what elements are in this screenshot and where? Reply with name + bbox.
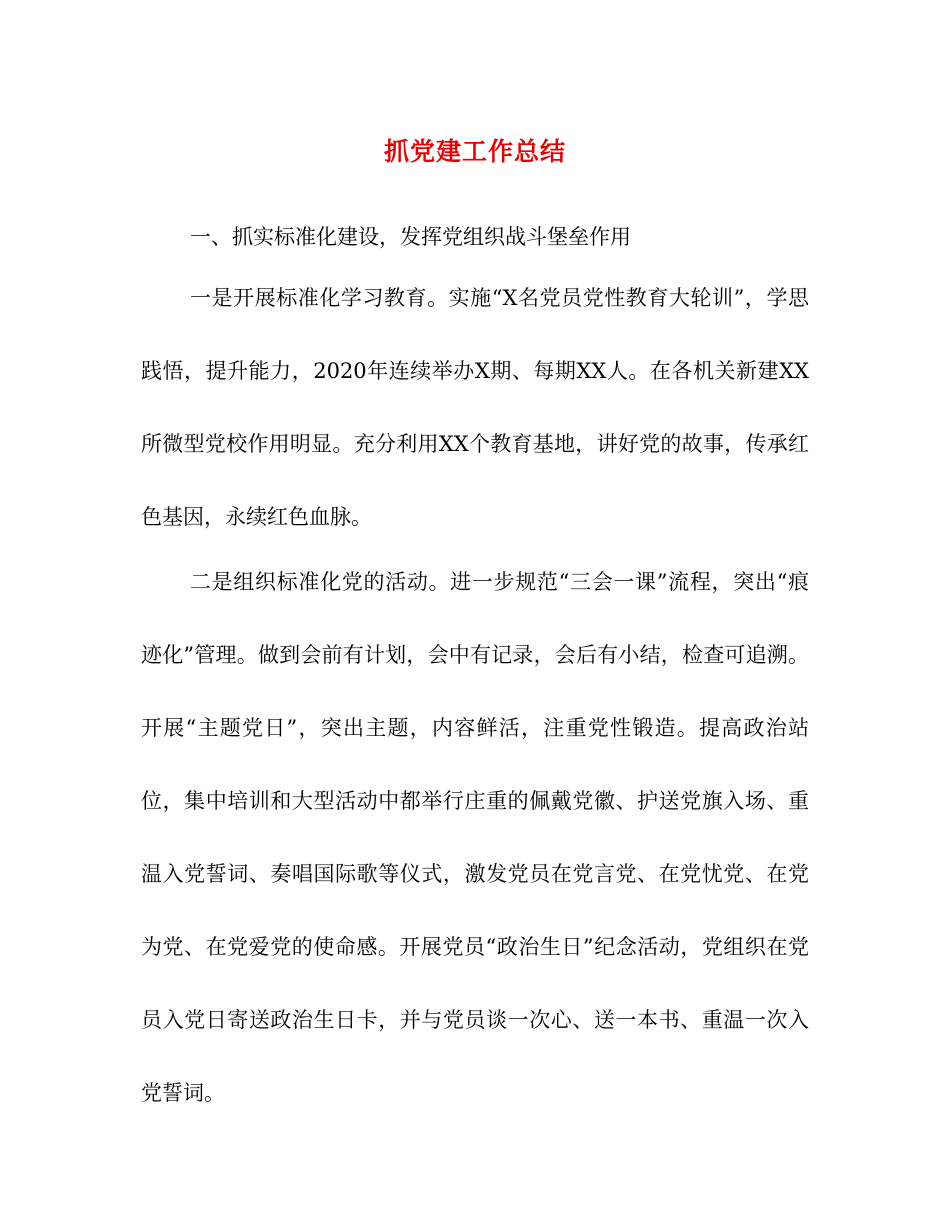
document-title: 抓党建工作总结 <box>383 137 566 166</box>
section-heading: 一、抓实标准化建设，发挥党组织战斗堡垒作用 <box>190 225 631 249</box>
paragraph-2: 二是组织标准化党的活动。进一步规范“三会一课”流程，突出“痕迹化”管理。做到会前有计划，会中有记录，会后有小结，检查可追溯。开展“主题党日”，突出主题，内容鲜活，注重党性锻造。提高政治站位，集中培训和大型活动中都举行庄重的佩戴党徽、护送党旗入场、重温入党誓词、奏唱国际歌等仪式，激发党员在党言党、在党忧党、在党为党、在党爱党的使命感。开展党员“政治生日”纪念活动，党组织在党员入党日寄送政治生日卡，并与党员谈一次心、送一本书、重温一次入党誓词。 <box>141 570 809 1105</box>
paragraph-1: 一是开展标准化学习教育。实施“X名党员党性教育大轮训”，学思践悟，提升能力，2020年连续举办X期、每期XX人。在各机关新建XX所微型党校作用明显。充分利用XX个教育基地，讲好党的故事，传承红色基因，永续红色血脉。 <box>141 286 809 529</box>
